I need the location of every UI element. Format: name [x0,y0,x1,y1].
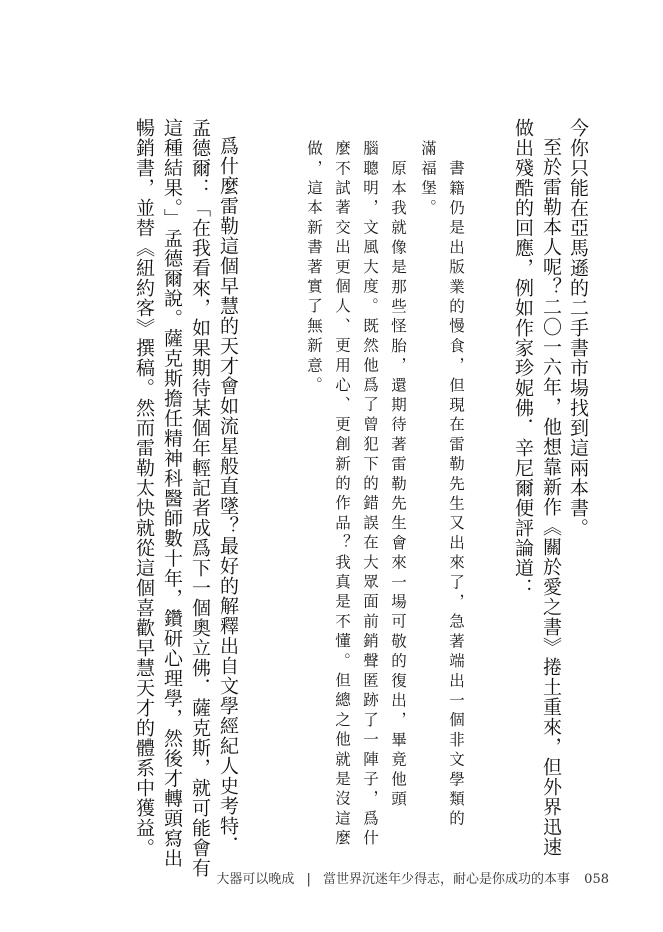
text-column: 今你只能在亞馬遜的二手書市場找到這兩本書。 [567,118,589,538]
text-column: 做出殘酷的回應，例如作家珍妮佛．辛尼爾便評論道： [512,118,534,598]
text-column: 暢銷書，並替《紐約客》撰稿。然而雷勒太快就從這個喜歡早慧天才的體系中獲益。 [133,118,155,858]
quote-column: 做，這本新書著實了無新意。 [305,140,323,397]
book-title: 大器可以晚成 [216,872,295,887]
quote-column: 麼不試著交出更個人、更用心、更創新的作品？我真是不懂。但總之他就是沒這麼 [333,140,351,850]
text-column: 這種結果。」孟德爾說。薩克斯擔任精神科醫師數十年，鑽研心理學，然後才轉頭寫出 [161,118,183,869]
text-column: 至於雷勒本人呢？二〇一六年，他想靠新作《關於愛之書》捲土重來，但外界迅速 [540,137,562,857]
quote-column: 書籍仍是出版業的慢食，但現在雷勒先生又出來了，急著端出一個非文學類的 [447,160,465,830]
text-column: 爲什麼雷勒這個早慧的天才會如流星般直墜？最好的解釋出自文學經紀人史考特． [217,136,239,856]
page-footer [216,868,609,887]
book-subtitle: 當世界沉迷年少得志，耐心是你成功的本事 [323,872,571,887]
quote-column: 腦聰明，文風大度。既然他爲了曾犯下的錯誤在大眾面前銷聲匿跡了一陣子，爲什 [361,140,379,850]
text-column: 孟德爾：「在我看來，如果期待某個年輕記者成爲下一個奧立佛．薩克斯，就可能會有 [189,118,211,878]
quote-column: 原本我就像是那些怪胎，還期待著雷勒先生會來一場可敬的復出，畢竟他頭 [389,160,407,811]
footer-separator: | [306,872,311,887]
quote-column: 滿福堡。 [419,140,437,219]
page-number: 058 [584,872,609,887]
